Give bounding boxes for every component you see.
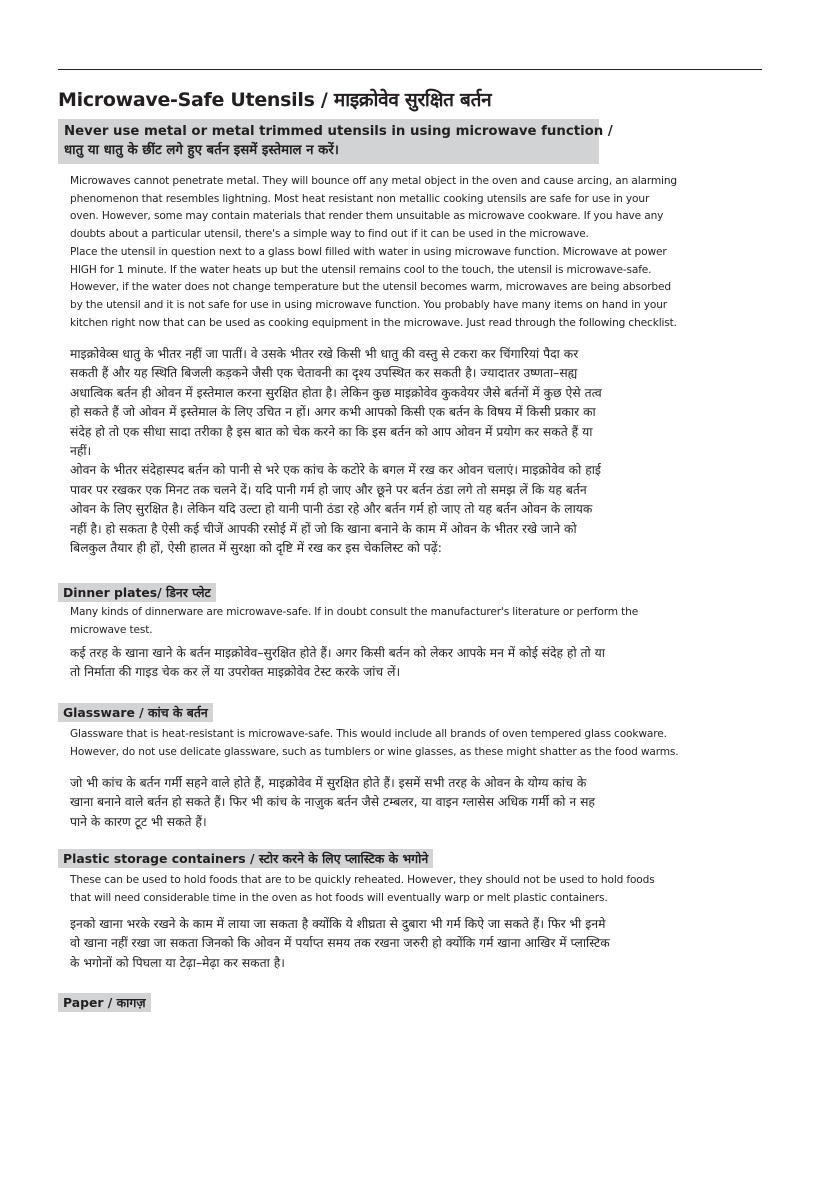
plastic-containers-hindi bbox=[70, 915, 782, 973]
text-line: नहीं है। हो सकता है ऐसी कई चीजें आपकी रसोई में हों जो कि खाना बनाने के काम में ओवन के भीतर रखे जाने को bbox=[70, 521, 577, 536]
text-line: oven. However, some may contain materials that render them unsuitable as microwave cookware. If you have any bbox=[70, 210, 664, 223]
text-line: Many kinds of dinnerware are microwave-safe. If in doubt consult the manufacturer's literature or perform the bbox=[70, 606, 639, 618]
plastic-containers-english bbox=[70, 872, 770, 907]
text-line: संदेह हो तो एक सीधा सादा तरीका है इस बात को चेक करने का कि इस बर्तन को आप ओवन में प्रयोग कर सकते हैं या bbox=[70, 424, 593, 439]
glassware-english bbox=[70, 726, 770, 761]
text-line: के भगोनों को पिघला या टेढ़ा–मेढ़ा कर सकता है। bbox=[70, 955, 285, 970]
header-rule bbox=[58, 69, 762, 70]
text-line: वो खाना नहीं रखा जा सकता जिनको कि ओवन में पर्याप्त समय तक रखना जरुरी हो क्योंकि गर्म खाना आखिर में प्लास्टिक bbox=[70, 936, 610, 951]
warning-box bbox=[58, 119, 613, 164]
warning-line: धातु या धातु के छींट लगे हुए बर्तन इसमें इस्तेमाल न करें। bbox=[64, 143, 339, 158]
text-line: that will need considerable time in the oven as hot foods will eventually warp or melt plastic containers. bbox=[70, 891, 608, 904]
text-line: by the utensil and it is not safe for use in using microwave function. You probably have many items on hand in your bbox=[70, 298, 667, 311]
text-line: इनको खाना भरके रखने के काम में लाया जा सकता है क्योंकि ये शीघ्रता से दुबारा भी गर्म किऐ जा सकते हैं। फिर भी इनमे bbox=[70, 917, 606, 931]
text-line: हो सकते हैं जो ओवन में इस्तेमाल के लिए उचित न हों। अगर कभी आपको किसी एक बर्तन के विषय में किसी प्रकार का bbox=[70, 405, 596, 420]
intro-hindi bbox=[70, 345, 782, 558]
page-title: Microwave-Safe Utensils / माइक्रोवेव सुरक्षित बर्तन bbox=[58, 89, 492, 111]
text-line: However, do not use delicate glassware, such as tumblers or wine glasses, as these might shatter as the food warms. bbox=[70, 745, 679, 758]
text-line: जो भी कांच के बर्तन गर्मी सहने वाले होते हैं, माइक्रोवेव में सुरक्षित होते हैं। इसमें सभी तरह के ओवन के योग्य कांच के bbox=[70, 776, 587, 790]
text-line: phenomenon that resembles lightning. Most heat resistant non metallic cooking utensils are safe for use in your bbox=[70, 192, 650, 205]
text-line: Place the utensil in question next to a glass bowl filled with water in using microwave function. Microwave at power bbox=[70, 245, 667, 258]
text-line: अधात्विक बर्तन ही ओवन में इस्तेमाल करना सुरक्षित होता है। लेकिन कुछ माइक्रोवेव कुकवेयर जैसे बर्तनों में कुछ ऐसे तत्व bbox=[70, 385, 602, 400]
text-line: माइक्रोवेव्स धातु के भीतर नहीं जा पातीं। वे उसके भीतर रखे किसी भी धातु की वस्तु से टकरा कर चिंगारियां पैदा कर bbox=[70, 347, 579, 361]
dinner-plates-english bbox=[70, 604, 770, 639]
text-line: नहीं। bbox=[70, 444, 92, 459]
section-heading-paper: Paper / कागज़ bbox=[58, 993, 151, 1012]
text-line: पावर पर रखकर एक मिनट तक चलने दें। यदि पानी गर्म हो जाए और छूने पर बर्तन ठंडा लगे तो समझ लें कि यह बर्तन bbox=[70, 482, 587, 497]
warning-line: Never use metal or metal trimmed utensils in using microwave function / bbox=[64, 124, 613, 139]
text-line: पाने के कारण टूट भी सकते हैं। bbox=[70, 814, 207, 829]
section-heading-dinner-plates: Dinner plates/ डिनर प्लेट bbox=[58, 583, 216, 602]
text-line: तो निर्माता की गाइड चेक कर लें या उपरोक्त माइक्रोवेव टेस्ट करके जांच लें। bbox=[70, 665, 401, 680]
section-heading-glassware: Glassware / कांच के बर्तन bbox=[58, 703, 213, 722]
text-line: सकती हैं और यह स्थिति बिजली कड़कने जैसी एक चेतावनी का दृश्य उपस्थित कर सकती है। ज्यादातर उष्णता–सह्य bbox=[70, 366, 578, 381]
section-heading-plastic-containers: Plastic storage containers / स्टोर करने के लिए प्लास्टिक के भगोने bbox=[58, 849, 433, 868]
text-line: Glassware that is heat-resistant is microwave-safe. This would include all brands of oven tempered glass cookware. bbox=[70, 728, 667, 740]
text-line: ओवन के भीतर संदेहास्पद बर्तन को पानी से भरे एक कांच के कटोरे के बगल में रख कर ओवन चलाएं। माइक्रोवेव को हाई bbox=[70, 463, 601, 478]
text-line: बिलकुल तैयार ही हों, ऐसी हालत में सुरक्षा को दृष्टि में रख कर इस चेकलिस्ट को पढ़ें: bbox=[70, 541, 442, 556]
text-line: microwave test. bbox=[70, 623, 153, 636]
glassware-hindi bbox=[70, 774, 782, 832]
text-line: ओवन के लिए सुरक्षित है। लेकिन यदि उल्टा हो यानी पानी ठंडा रहे और बर्तन गर्म हो जाए तो यह बर्तन ओवन के लायक bbox=[70, 502, 593, 517]
text-line: खाना बनाने वाले बर्तन हो सकते हैं। फिर भी कांच के नाज़ुक बर्तन जैसे टम्बलर, या वाइन ग्लासेस अधिक गर्मी को न सह bbox=[70, 795, 595, 810]
text-line: kitchen right now that can be used as cooking equipment in the microwave. Just read through the following checklist. bbox=[70, 316, 677, 329]
text-line: Microwaves cannot penetrate metal. They will bounce off any metal object in the oven and cause arcing, an alarming bbox=[70, 175, 677, 187]
text-line: These can be used to hold foods that are to be quickly reheated. However, they should not be used to hold foods bbox=[70, 874, 655, 886]
text-line: HIGH for 1 minute. If the water heats up but the utensil remains cool to the touch, the utensil is microwave-safe. bbox=[70, 263, 652, 276]
text-line: However, if the water does not change temperature but the utensil becomes warm, microwaves are being absorbed bbox=[70, 281, 671, 294]
intro-english bbox=[70, 173, 770, 332]
text-line: कई तरह के खाना खाने के बर्तन माइक्रोवेव–सुरक्षित होते हैं। अगर किसी बर्तन को लेकर आपके मन में कोई संदेह हो तो या bbox=[70, 646, 605, 660]
dinner-plates-hindi bbox=[70, 644, 782, 683]
text-line: doubts about a particular utensil, there's a simple way to find out if it can be used in the microwave. bbox=[70, 228, 589, 241]
